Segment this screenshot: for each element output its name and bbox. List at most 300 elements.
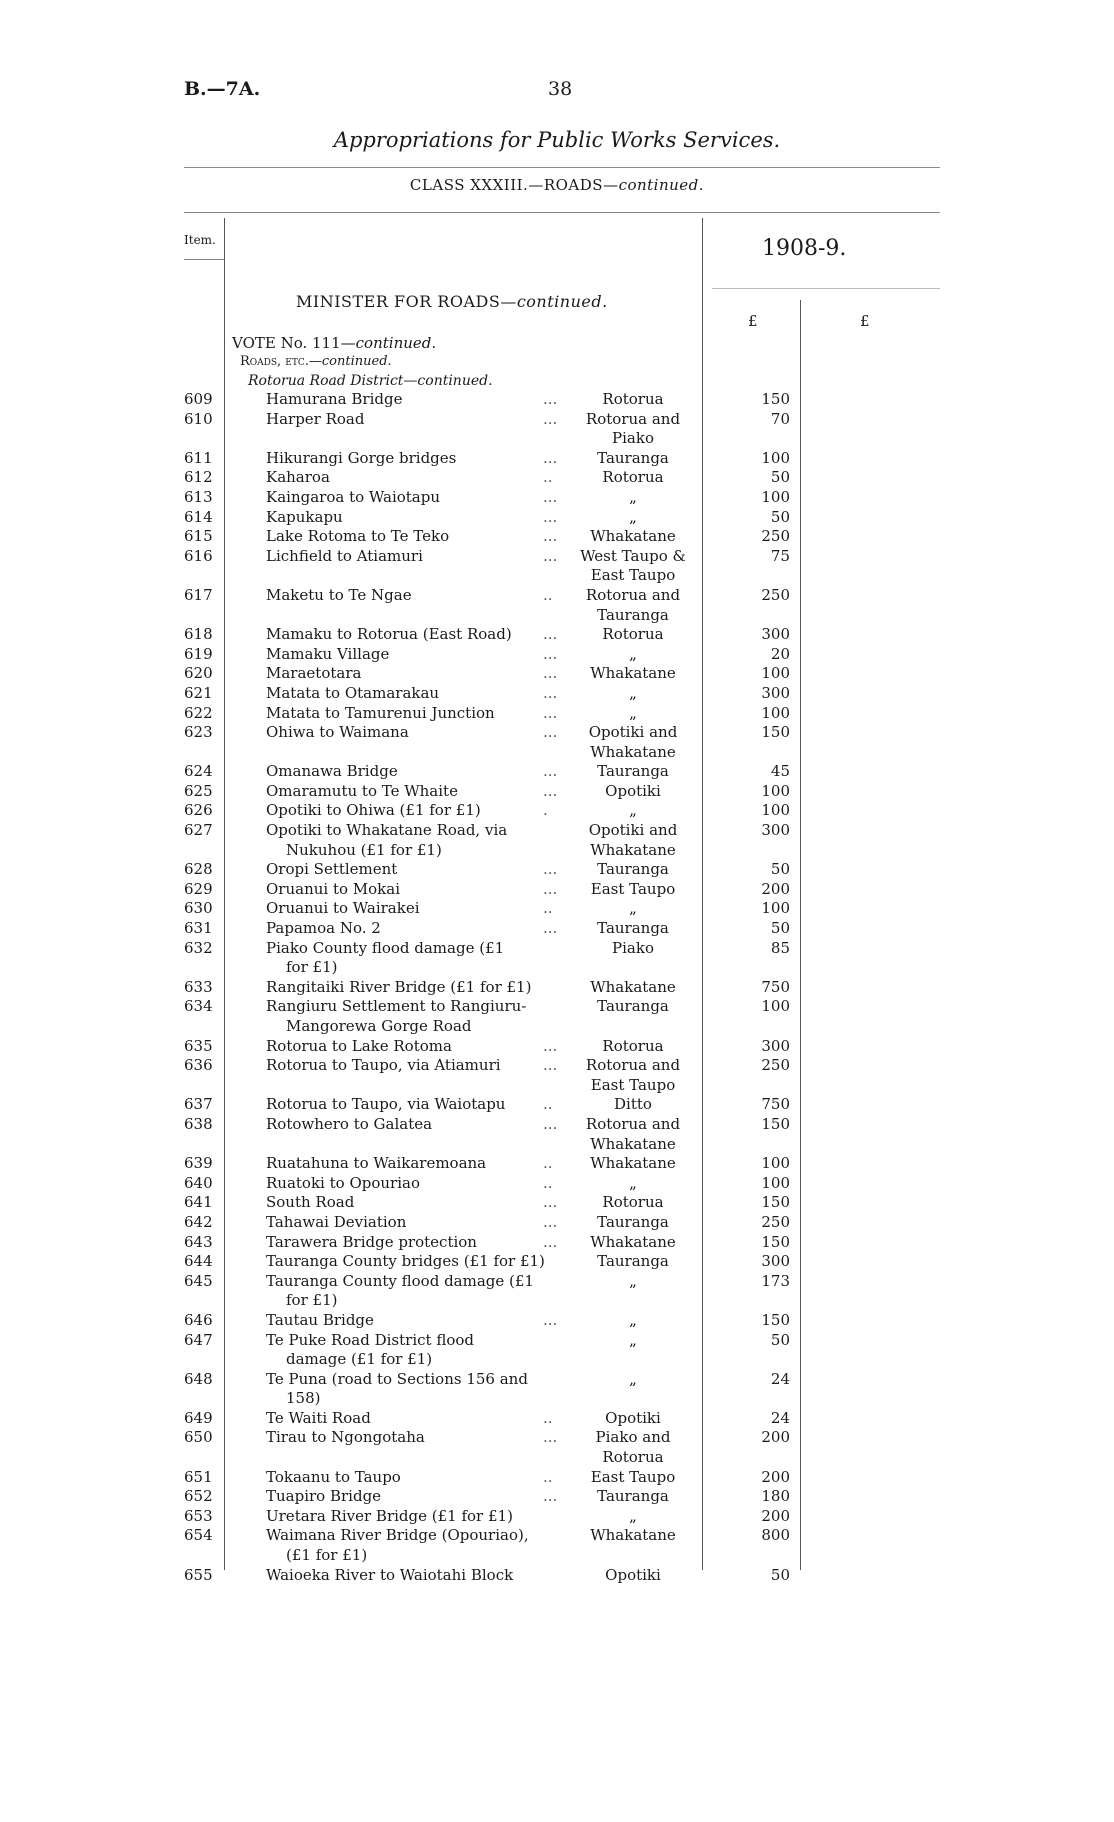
electoral-district: Opotiki <box>605 1408 661 1427</box>
road-name <box>266 860 566 880</box>
road-name <box>266 723 566 743</box>
item-number: 653 <box>184 1506 213 1525</box>
road-name <box>266 1115 566 1135</box>
road-name-continuation: 158) <box>286 1389 321 1408</box>
item-number: 633 <box>184 977 213 996</box>
item-number: 619 <box>184 644 213 663</box>
item-number: 651 <box>184 1467 213 1486</box>
amount: 24 <box>770 1369 790 1388</box>
item-number: 611 <box>184 448 213 467</box>
amount: 85 <box>770 938 790 957</box>
electoral-district: Tauranga <box>597 1487 669 1506</box>
road-name-text: Maketu to Te Ngae <box>266 585 412 604</box>
leader-dots: ... <box>543 664 558 683</box>
road-name-text: Uretara River Bridge (£1 for £1) <box>266 1506 513 1525</box>
electoral-district: Opotiki <box>605 781 661 800</box>
road-name-text: Papamoa No. 2 <box>266 919 381 938</box>
leader-dots: ... <box>543 1193 558 1212</box>
amount: 200 <box>761 879 790 898</box>
road-name-text: Piako County flood damage (£1 <box>266 938 505 957</box>
amount: 200 <box>761 1467 790 1486</box>
road-name-text: Tautau Bridge <box>266 1310 374 1329</box>
table-row <box>0 997 1114 1036</box>
item-number: 638 <box>184 1114 213 1133</box>
table-row <box>0 1428 1114 1467</box>
table-row <box>0 880 1114 900</box>
table-row <box>0 625 1114 645</box>
leader-dots: .. <box>543 468 553 487</box>
item-number: 630 <box>184 899 213 918</box>
amount: 50 <box>770 860 790 879</box>
item-number: 637 <box>184 1095 213 1114</box>
item-number: 632 <box>184 938 213 957</box>
leader-dots: ... <box>543 1428 558 1447</box>
table-row <box>0 1095 1114 1115</box>
leader-dots: ... <box>543 703 558 722</box>
amount: 250 <box>761 527 790 546</box>
road-name-text: Tirau to Ngongotaha <box>266 1428 425 1447</box>
leader-dots: ... <box>543 919 558 938</box>
road-name-text: Rotorua to Lake Rotoma <box>266 1036 452 1055</box>
item-number: 636 <box>184 1056 213 1075</box>
road-name <box>266 1095 566 1115</box>
item-number: 610 <box>184 409 213 428</box>
electoral-district: Ditto <box>614 1095 652 1114</box>
table-row <box>0 821 1114 860</box>
road-name <box>266 1233 566 1253</box>
table-row <box>0 1272 1114 1311</box>
amount: 250 <box>761 585 790 604</box>
road-name <box>266 1566 566 1586</box>
electoral-district: Whakatane <box>590 527 676 546</box>
item-number: 623 <box>184 723 213 742</box>
table-row <box>0 939 1114 978</box>
road-name <box>266 1154 566 1174</box>
amount: 750 <box>761 1095 790 1114</box>
electoral-district: „ <box>629 1506 637 1525</box>
table-row <box>0 468 1114 488</box>
road-name <box>266 1507 566 1527</box>
item-number: 652 <box>184 1487 213 1506</box>
road-name <box>266 645 566 665</box>
electoral-district: West Taupo & East Taupo <box>580 546 686 585</box>
road-name <box>266 1370 566 1409</box>
leader-dots: ... <box>543 723 558 742</box>
table-row <box>0 1526 1114 1565</box>
item-number: 650 <box>184 1428 213 1447</box>
table-row <box>0 586 1114 625</box>
road-name-text: Rangitaiki River Bridge (£1 for £1) <box>266 977 532 996</box>
amount: 150 <box>761 1193 790 1212</box>
amount: 100 <box>761 703 790 722</box>
road-name <box>266 939 566 978</box>
amount: 300 <box>761 821 790 840</box>
road-name-text: Tuapiro Bridge <box>266 1487 382 1506</box>
amount: 150 <box>761 1114 790 1133</box>
item-number: 628 <box>184 860 213 879</box>
leader-dots: ... <box>543 390 558 408</box>
road-name <box>266 704 566 724</box>
road-name <box>266 684 566 704</box>
pound-symbol-second: £ <box>860 312 870 330</box>
table-row <box>0 508 1114 528</box>
road-name-continuation: (£1 for £1) <box>286 1546 368 1565</box>
amount: 150 <box>761 1232 790 1251</box>
item-underline <box>184 259 224 260</box>
road-name <box>266 1487 566 1507</box>
leader-dots: ... <box>543 1232 558 1251</box>
table-row <box>0 899 1114 919</box>
road-name-continuation: Mangorewa Gorge Road <box>286 1017 472 1035</box>
amount: 200 <box>761 1506 790 1525</box>
electoral-district: „ <box>629 1369 637 1388</box>
item-number: 643 <box>184 1232 213 1251</box>
road-name-text: Oruanui to Mokai <box>266 879 401 898</box>
electoral-district: East Taupo <box>590 879 676 898</box>
table-row <box>0 645 1114 665</box>
road-name-text: South Road <box>266 1193 355 1212</box>
leader-dots: ... <box>543 879 558 898</box>
table-row <box>0 1037 1114 1057</box>
road-name <box>266 762 566 782</box>
road-name <box>266 508 566 528</box>
amount: 100 <box>761 801 790 820</box>
amount: 300 <box>761 1036 790 1055</box>
electoral-district: Tauranga <box>597 448 669 467</box>
table-row <box>0 1233 1114 1253</box>
road-name-text: Ruatoki to Opouriao <box>266 1173 420 1192</box>
road-name <box>266 821 566 860</box>
item-number: 649 <box>184 1408 213 1427</box>
electoral-district: Rotorua <box>602 468 664 487</box>
electoral-district: Tauranga <box>597 860 669 879</box>
amount: 173 <box>761 1271 790 1290</box>
table-row <box>0 978 1114 998</box>
road-name-text: Ruatahuna to Waikaremoana <box>266 1154 487 1173</box>
electoral-district: Tauranga <box>597 919 669 938</box>
electoral-district: Rotorua <box>602 1193 664 1212</box>
table-row <box>0 1311 1114 1331</box>
amount: 100 <box>761 1154 790 1173</box>
amount: 100 <box>761 997 790 1016</box>
electoral-district: Whakatane <box>590 1526 676 1545</box>
road-name-text: Hamurana Bridge <box>266 390 403 408</box>
amount: 200 <box>761 1428 790 1447</box>
electoral-district: „ <box>629 507 637 526</box>
item-number: 620 <box>184 664 213 683</box>
amount: 100 <box>761 448 790 467</box>
road-name <box>266 1409 566 1429</box>
amount: 50 <box>770 1565 790 1584</box>
amount: 100 <box>761 899 790 918</box>
electoral-district: Whakatane <box>590 977 676 996</box>
item-number: 639 <box>184 1154 213 1173</box>
amount: 250 <box>761 1212 790 1231</box>
leader-dots: ... <box>543 644 558 663</box>
amount: 45 <box>770 762 790 781</box>
item-number: 641 <box>184 1193 213 1212</box>
leader-dots: ... <box>543 546 558 565</box>
road-name-text: Mamaku to Rotorua (East Road) <box>266 625 512 644</box>
table-row <box>0 782 1114 802</box>
road-name-text: Te Puna (road to Sections 156 and <box>266 1369 528 1388</box>
leader-dots: .. <box>543 1154 553 1173</box>
item-number: 655 <box>184 1565 213 1584</box>
table-row <box>0 547 1114 586</box>
table-row <box>0 684 1114 704</box>
leader-dots: ... <box>543 1036 558 1055</box>
leader-dots: ... <box>543 781 558 800</box>
item-number: 616 <box>184 546 213 565</box>
road-name-text: Rotorua to Taupo, via Waiotapu <box>266 1095 506 1114</box>
road-name <box>266 664 566 684</box>
road-name-text: Ohiwa to Waimana <box>266 723 409 742</box>
leader-dots: ... <box>543 487 558 506</box>
road-name <box>266 1526 566 1565</box>
road-name <box>266 449 566 469</box>
road-name <box>266 978 566 998</box>
district-heading: Rotorua Road District—continued. <box>248 373 493 389</box>
amount: 100 <box>761 781 790 800</box>
road-name <box>266 801 566 821</box>
road-name-text: Omanawa Bridge <box>266 762 398 781</box>
item-number: 621 <box>184 683 213 702</box>
road-name-continuation: damage (£1 for £1) <box>286 1350 433 1369</box>
electoral-district: „ <box>629 1271 637 1290</box>
road-name-text: Lake Rotoma to Te Teko <box>266 527 450 546</box>
page-number: 38 <box>548 78 573 100</box>
electoral-district: „ <box>629 899 637 918</box>
page-title: Appropriations for Public Works Services. <box>333 128 781 152</box>
road-name <box>266 782 566 802</box>
amount: 50 <box>770 468 790 487</box>
road-name-continuation: for £1) <box>286 958 338 977</box>
item-number: 631 <box>184 919 213 938</box>
leader-dots: ... <box>543 762 558 781</box>
table-row <box>0 723 1114 762</box>
electoral-district: Rotorua and Tauranga <box>585 585 681 624</box>
road-name <box>266 527 566 547</box>
table-row <box>0 664 1114 684</box>
table-row <box>0 919 1114 939</box>
table-row <box>0 704 1114 724</box>
amount: 150 <box>761 723 790 742</box>
road-name <box>266 625 566 645</box>
road-name-text: Harper Road <box>266 409 365 428</box>
table-row <box>0 1566 1114 1586</box>
electoral-district: Whakatane <box>590 664 676 683</box>
electoral-district: Rotorua <box>602 390 664 408</box>
road-name-text: Tauranga County bridges (£1 for £1) <box>266 1252 545 1271</box>
electoral-district: „ <box>629 703 637 722</box>
item-number: 609 <box>184 390 213 408</box>
road-name <box>266 1193 566 1213</box>
item-number: 645 <box>184 1271 213 1290</box>
electoral-district: „ <box>629 801 637 820</box>
road-name <box>266 586 566 606</box>
year-column-header: 1908-9. <box>762 236 847 261</box>
leader-dots: ... <box>543 1056 558 1075</box>
road-name-text: Tarawera Bridge protection <box>266 1232 477 1251</box>
amount: 75 <box>770 546 790 565</box>
road-name <box>266 1272 566 1311</box>
road-name-continuation: for £1) <box>286 1291 338 1310</box>
electoral-district: Whakatane <box>590 1154 676 1173</box>
leader-dots: .. <box>543 1467 553 1486</box>
road-name <box>266 919 566 939</box>
leader-dots: .. <box>543 1173 553 1192</box>
electoral-district: „ <box>629 1173 637 1192</box>
amount: 50 <box>770 919 790 938</box>
electoral-district: „ <box>629 1330 637 1349</box>
road-name <box>266 547 566 567</box>
class-heading: CLASS XXXIII.—ROADS—continued. <box>409 176 705 194</box>
electoral-district: East Taupo <box>590 1467 676 1486</box>
road-name-text: Opotiki to Ohiwa (£1 for £1) <box>266 801 481 820</box>
leader-dots: ... <box>543 860 558 879</box>
table-row <box>0 1174 1114 1194</box>
electoral-district: Rotorua and Whakatane <box>585 1114 681 1153</box>
amount: 180 <box>761 1487 790 1506</box>
table-row <box>0 1056 1114 1095</box>
road-name-text: Oruanui to Wairakei <box>266 899 420 918</box>
leader-dots: .. <box>543 899 553 918</box>
road-name-text: Te Puke Road District flood <box>266 1330 474 1349</box>
road-name-text: Tokaanu to Taupo <box>266 1467 401 1486</box>
item-number: 640 <box>184 1173 213 1192</box>
electoral-district: Tauranga <box>597 1212 669 1231</box>
amount: 24 <box>770 1408 790 1427</box>
road-name-continuation: Nukuhou (£1 for £1) <box>286 840 442 859</box>
electoral-district: „ <box>629 1310 637 1329</box>
amount: 150 <box>761 390 790 408</box>
item-number: 644 <box>184 1252 213 1271</box>
road-name-text: Matata to Tamurenui Junction <box>266 703 495 722</box>
table-row <box>0 1115 1114 1154</box>
section-heading: MINISTER FOR ROADS—continued. <box>296 292 608 311</box>
electoral-district: Piako <box>612 938 654 957</box>
table-row <box>0 1487 1114 1507</box>
amount: 50 <box>770 507 790 526</box>
road-name-text: Te Waiti Road <box>266 1408 371 1427</box>
road-name-text: Tahawai Deviation <box>266 1212 407 1231</box>
item-number: 618 <box>184 625 213 644</box>
road-name <box>266 1311 566 1331</box>
road-name-text: Rotorua to Taupo, via Atiamuri <box>266 1056 501 1075</box>
item-number: 648 <box>184 1369 213 1388</box>
leader-dots: ... <box>543 448 558 467</box>
table-row <box>0 390 1114 410</box>
leader-dots: ... <box>543 1212 558 1231</box>
electoral-district: „ <box>629 487 637 506</box>
road-name <box>266 997 566 1036</box>
appropriations-table <box>0 390 1114 1585</box>
road-name <box>266 390 566 410</box>
table-row <box>0 1409 1114 1429</box>
road-name <box>266 468 566 488</box>
electoral-district: Opotiki and Whakatane <box>588 723 678 761</box>
electoral-district: Tauranga <box>597 997 669 1016</box>
amount: 300 <box>761 625 790 644</box>
road-name <box>266 899 566 919</box>
leader-dots: ... <box>543 1310 558 1329</box>
electoral-district: Opotiki and Whakatane <box>588 821 678 859</box>
item-number: 629 <box>184 879 213 898</box>
electoral-district: Rotorua <box>602 625 664 644</box>
electoral-district: „ <box>629 644 637 663</box>
road-name <box>266 1252 566 1272</box>
leader-dots: ... <box>543 507 558 526</box>
item-number: 642 <box>184 1212 213 1231</box>
road-name-text: Mamaku Village <box>266 644 390 663</box>
item-number: 613 <box>184 487 213 506</box>
road-name-text: Opotiki to Whakatane Road, via <box>266 821 508 840</box>
amount: 300 <box>761 683 790 702</box>
road-name-text: Kaingaroa to Waiotapu <box>266 487 441 506</box>
item-number: 654 <box>184 1526 213 1545</box>
table-row <box>0 1370 1114 1409</box>
item-number: 612 <box>184 468 213 487</box>
road-name <box>266 1213 566 1233</box>
road-name <box>266 1428 566 1448</box>
amount: 50 <box>770 1330 790 1349</box>
item-number: 627 <box>184 821 213 840</box>
item-number: 617 <box>184 585 213 604</box>
electoral-district: „ <box>629 683 637 702</box>
leader-dots: ... <box>543 1114 558 1133</box>
item-column-header: Item. <box>184 233 216 247</box>
table-row <box>0 1252 1114 1272</box>
road-name-text: Lichfield to Atiamuri <box>266 546 423 565</box>
table-row <box>0 488 1114 508</box>
table-row <box>0 1507 1114 1527</box>
road-name <box>266 1037 566 1057</box>
road-name-text: Omaramutu to Te Whaite <box>266 781 458 800</box>
item-number: 646 <box>184 1310 213 1329</box>
amount: 300 <box>761 1252 790 1271</box>
item-number: 622 <box>184 703 213 722</box>
road-name-text: Kapukapu <box>266 507 343 526</box>
amount: 20 <box>770 644 790 663</box>
table-row <box>0 1331 1114 1370</box>
leader-dots: ... <box>543 625 558 644</box>
item-number: 624 <box>184 762 213 781</box>
road-name <box>266 410 566 430</box>
road-name-text: Waioeka River to Waiotahi Block <box>266 1565 514 1584</box>
amount: 100 <box>761 664 790 683</box>
table-row <box>0 860 1114 880</box>
document-reference: B.—7A. <box>184 78 261 100</box>
road-name-text: Tauranga County flood damage (£1 <box>266 1271 534 1290</box>
vote-heading: VOTE No. 111—continued. <box>232 334 437 352</box>
leader-dots: . <box>543 801 548 820</box>
amount: 750 <box>761 977 790 996</box>
amount: 250 <box>761 1056 790 1075</box>
item-number: 615 <box>184 527 213 546</box>
item-number: 626 <box>184 801 213 820</box>
road-name <box>266 488 566 508</box>
leader-dots: .. <box>543 585 553 604</box>
road-name-text: Rangiuru Settlement to Rangiuru- <box>266 997 527 1016</box>
leader-dots: ... <box>543 683 558 702</box>
amount: 70 <box>770 409 790 428</box>
roads-heading: Roads, etc.—continued. <box>240 354 392 369</box>
electoral-district: Whakatane <box>590 1232 676 1251</box>
table-row <box>0 801 1114 821</box>
road-name-text: Oropi Settlement <box>266 860 398 879</box>
amount: 800 <box>761 1526 790 1545</box>
electoral-district: Rotorua and East Taupo <box>585 1056 681 1094</box>
